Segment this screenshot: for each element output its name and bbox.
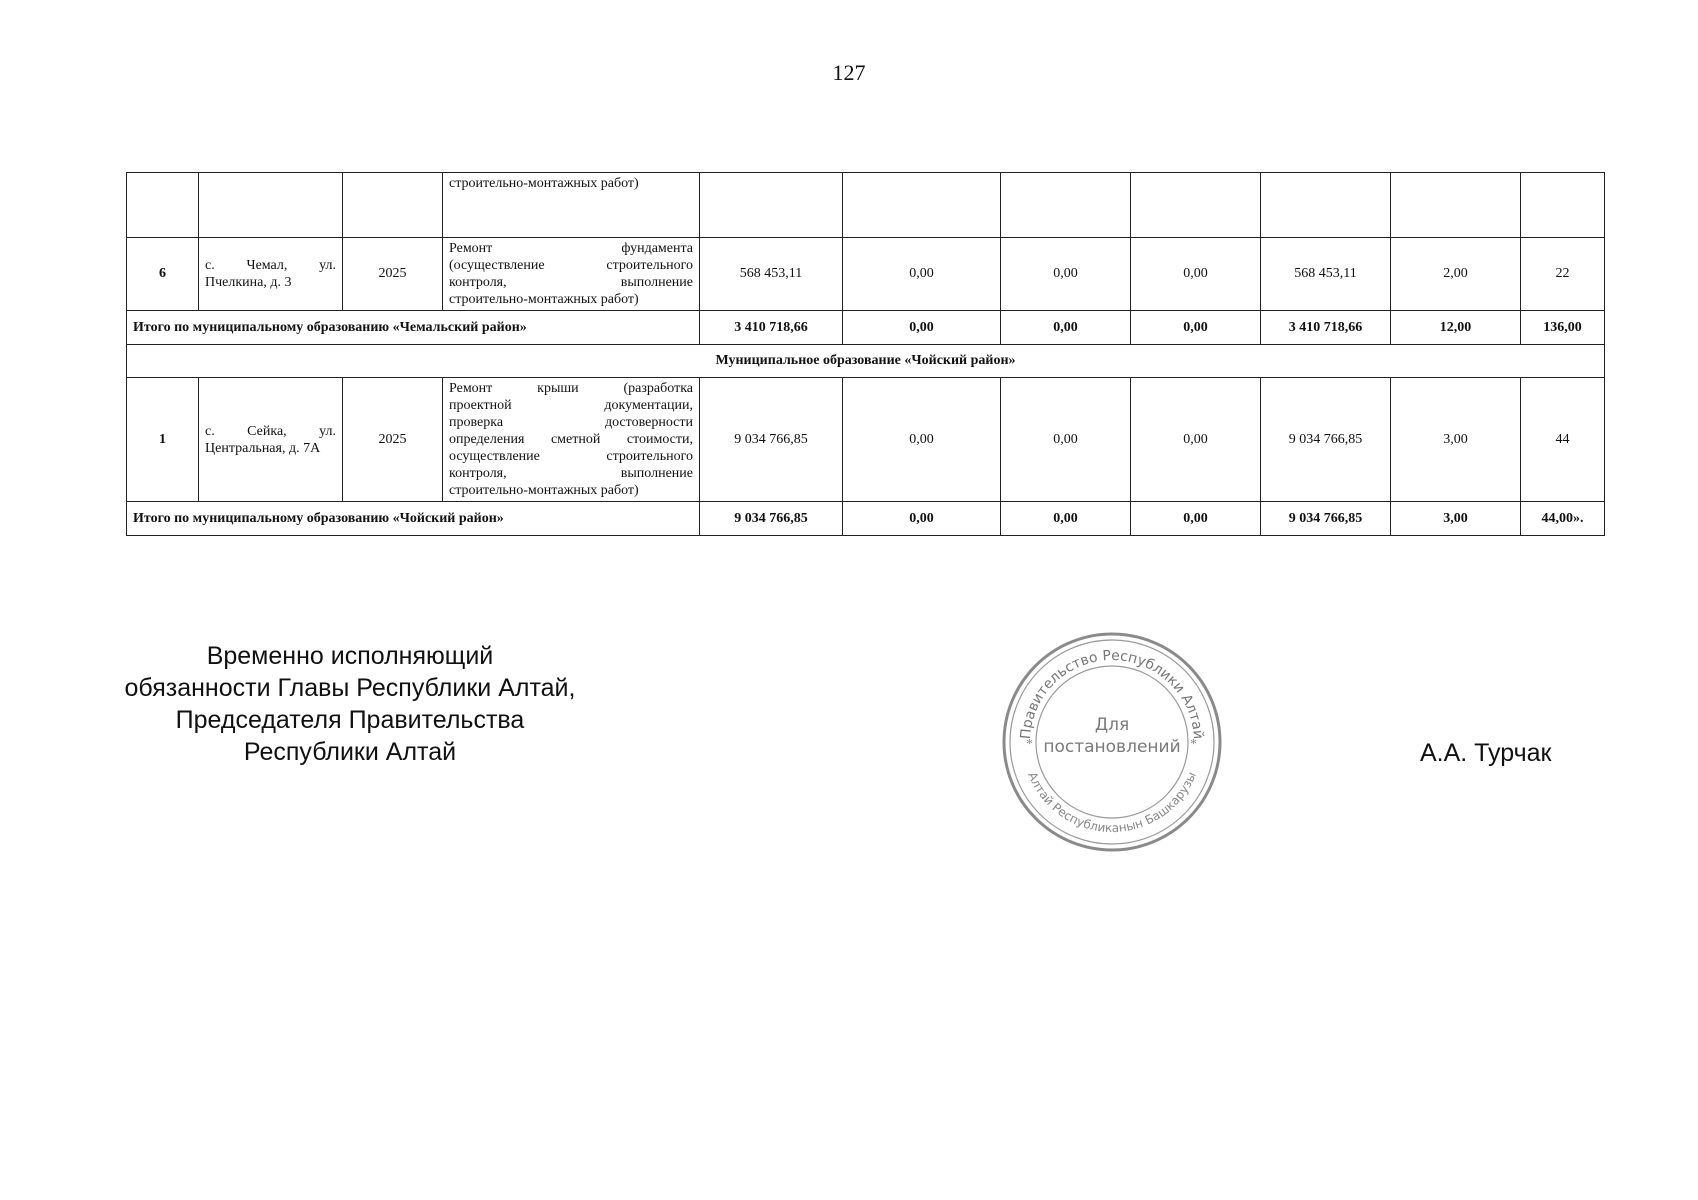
year-cell: 2025: [343, 238, 443, 311]
row-number: 6: [127, 238, 199, 311]
position-line: Временно исполняющий: [206, 642, 494, 670]
local-cell: 0,00: [1131, 378, 1261, 502]
local-cell: 0,00: [1131, 311, 1261, 345]
total-row: [127, 311, 1605, 345]
total-label: Итого по муниципальному образованию «Чойский район»: [127, 502, 700, 536]
description-line: контроля, выполнение: [449, 275, 693, 290]
stamp-line-1: Для: [1094, 715, 1130, 735]
regional-cell: 0,00: [1001, 311, 1131, 345]
total-row: [127, 502, 1605, 536]
address-cell: с. Чемал, ул. Пчелкина, д. 3: [199, 238, 343, 311]
total-cost-cell: 9 034 766,85: [700, 502, 843, 536]
signatory-name: А.А. Турчак: [1420, 739, 1552, 767]
area-cell: 2,00: [1391, 238, 1521, 311]
residents-cell: 44,00».: [1521, 502, 1605, 536]
local-cell: 0,00: [1131, 238, 1261, 311]
description-line: контроля, выполнение: [449, 466, 693, 481]
area-cell: 12,00: [1391, 311, 1521, 345]
description-cell: [443, 238, 700, 311]
owners-cell: 9 034 766,85: [1261, 502, 1391, 536]
description-line: осуществление строительного: [449, 449, 693, 464]
year-cell: 2025: [343, 378, 443, 502]
fund-cell: 0,00: [843, 502, 1001, 536]
stamp-star-icon: *: [1026, 737, 1033, 752]
address-cell: с. Сейка, ул. Центральная, д. 7А: [199, 378, 343, 502]
residents-cell: 22: [1521, 238, 1605, 311]
description-line: определения сметной стоимости,: [449, 432, 693, 447]
stamp-outer-text: Правительство Республики Алтай: [1017, 647, 1207, 740]
table-row: [127, 173, 1605, 238]
regional-cell: 0,00: [1001, 378, 1131, 502]
position-line: обязанности Главы Республики Алтай,: [124, 674, 576, 702]
total-label: Итого по муниципальному образованию «Чемальский район»: [127, 311, 700, 345]
municipality-header-row: [127, 345, 1605, 378]
local-cell: 0,00: [1131, 502, 1261, 536]
municipality-header: Муниципальное образование «Чойский район»: [127, 345, 1605, 378]
description-cell: [443, 378, 700, 502]
repair-program-table: [126, 172, 1605, 536]
description-line: (осуществление строительного: [449, 258, 693, 273]
fund-cell: 0,00: [843, 378, 1001, 502]
total-cost-cell: 9 034 766,85: [700, 378, 843, 502]
position-line: Республики Алтай: [243, 738, 457, 766]
position-line: Председателя Правительства: [175, 706, 525, 734]
fund-cell: 0,00: [843, 238, 1001, 311]
description-cell: строительно-монтажных работ): [443, 173, 700, 238]
regional-cell: 0,00: [1001, 238, 1131, 311]
residents-cell: 44: [1521, 378, 1605, 502]
stamp-outer-text-bottom: Алтай Республиканын Башкарузы: [1025, 769, 1199, 836]
fund-cell: 0,00: [843, 311, 1001, 345]
row-number: 1: [127, 378, 199, 502]
total-cost-cell: 568 453,11: [700, 238, 843, 311]
area-cell: 3,00: [1391, 378, 1521, 502]
table-row: [127, 378, 1605, 502]
owners-cell: 3 410 718,66: [1261, 311, 1391, 345]
description-line: Ремонт крыши (разработка: [449, 381, 693, 396]
page-number: 127: [832, 60, 866, 85]
regional-cell: 0,00: [1001, 502, 1131, 536]
owners-cell: 568 453,11: [1261, 238, 1391, 311]
description-line: проектной документации,: [449, 398, 693, 413]
description-line: проверка достоверности: [449, 415, 693, 430]
description-line: строительно-монтажных работ): [449, 483, 639, 498]
owners-cell: 9 034 766,85: [1261, 378, 1391, 502]
total-cost-cell: 3 410 718,66: [700, 311, 843, 345]
residents-cell: 136,00: [1521, 311, 1605, 345]
stamp-star-icon: *: [1190, 737, 1197, 752]
official-stamp: [1000, 630, 1225, 855]
stamp-line-2: постановлений: [1043, 737, 1181, 757]
signatory-position: [100, 640, 600, 768]
table-row: [127, 238, 1605, 311]
area-cell: 3,00: [1391, 502, 1521, 536]
description-line: строительно-монтажных работ): [449, 292, 639, 307]
description-line: Ремонт фундамента: [449, 241, 693, 256]
